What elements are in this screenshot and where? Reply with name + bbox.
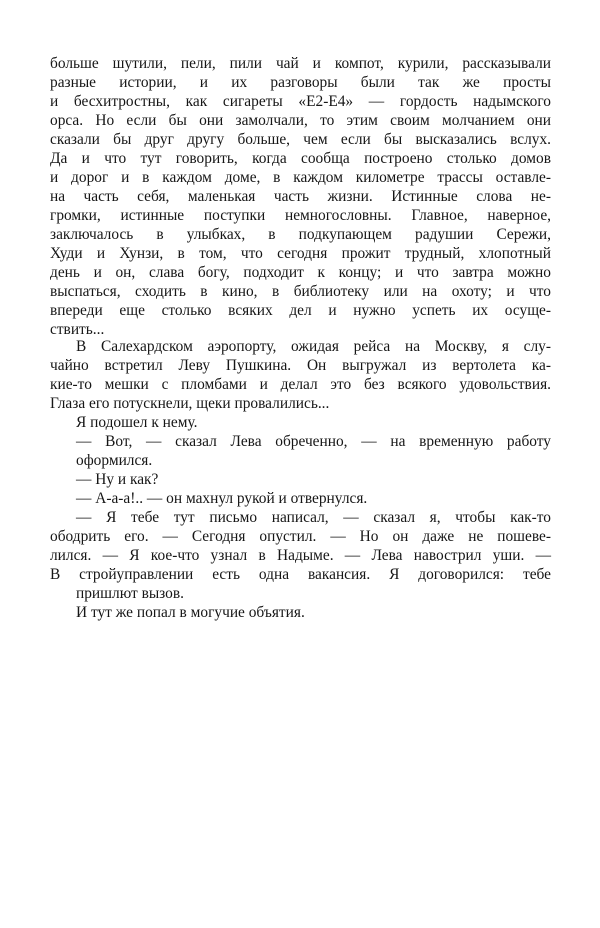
dialogue-line: лился. — Я кое-что узнал в Надыме. — Лева навострил уши. — bbox=[50, 547, 551, 564]
text-line: день и он, слава богу, подходит к концу; и что завтра можно bbox=[50, 264, 551, 281]
dialogue-line: ободрить его. — Сегодня опустил. — Но он даже не пошеве- bbox=[50, 528, 551, 545]
text-line: и дорог и в каждом доме, в каждом километре трассы оставле- bbox=[50, 169, 551, 186]
dialogue-line: пришлют вызов. bbox=[76, 585, 184, 602]
text-line: сказали бы друг другу больше, чем если бы высказались вслух. bbox=[50, 131, 551, 148]
text-line: Худи и Хунзи, в том, что сегодня прожит трудный, хлопотный bbox=[50, 245, 551, 262]
text-line: заключалось в улыбках, в подкупающем радушии Сережи, bbox=[50, 226, 551, 243]
text-line: Я подошел к нему. bbox=[76, 414, 198, 431]
dialogue-line: — Ну и как? bbox=[76, 471, 159, 488]
text-line: выспаться, сходить в кино, в библиотеку или на охоту; и что bbox=[50, 283, 551, 300]
text-line: кие-то мешки с пломбами и делал это без всякого удовольствия. bbox=[50, 376, 551, 393]
text-line: на часть себя, маленькая часть жизни. Истинные слова не- bbox=[50, 188, 551, 205]
text-line: И тут же попал в могучие объятия. bbox=[76, 604, 305, 621]
text-line: и бесхитростны, как сигареты «Е2-Е4» — гордость надымского bbox=[50, 93, 551, 110]
dialogue-line: оформился. bbox=[76, 452, 153, 469]
dialogue-line: В стройуправлении есть одна вакансия. Я договорился: тебе bbox=[50, 566, 551, 583]
paragraph-continuation bbox=[50, 54, 551, 339]
dialogue-line: — Я тебе тут письмо написал, — сказал я, чтобы как-то bbox=[76, 509, 551, 526]
text-line: Глаза его потускнели, щеки провалились... bbox=[50, 395, 330, 412]
text-line: больше шутили, пели, пили чай и компот, курили, рассказывали bbox=[50, 55, 551, 72]
dialogue-line: — А-а-а!.. — он махнул рукой и отвернулся. bbox=[76, 490, 368, 507]
text-line: разные истории, и их разговоры были так же просты bbox=[50, 74, 551, 91]
text-line: В Салехардском аэропорту, ожидая рейса на Москву, я слу- bbox=[76, 338, 551, 355]
text-line: ствить... bbox=[50, 321, 105, 338]
paragraph-airport-scene bbox=[50, 337, 551, 622]
text-line: впереди еще столько всяких дел и нужно успеть их осуще- bbox=[50, 302, 551, 319]
text-line: громки, истинные поступки немногословны. Главное, наверное, bbox=[50, 207, 551, 224]
text-line: чайно встретил Леву Пушкина. Он выгружал из вертолета ка- bbox=[50, 357, 551, 374]
text-line: Да и что тут говорить, когда сообща построено столько домов bbox=[50, 150, 551, 167]
text-line: орса. Но если бы они замолчали, то этим своим молчанием они bbox=[50, 112, 551, 129]
dialogue-line: — Вот, — сказал Лева обреченно, — на временную работу bbox=[76, 433, 551, 450]
